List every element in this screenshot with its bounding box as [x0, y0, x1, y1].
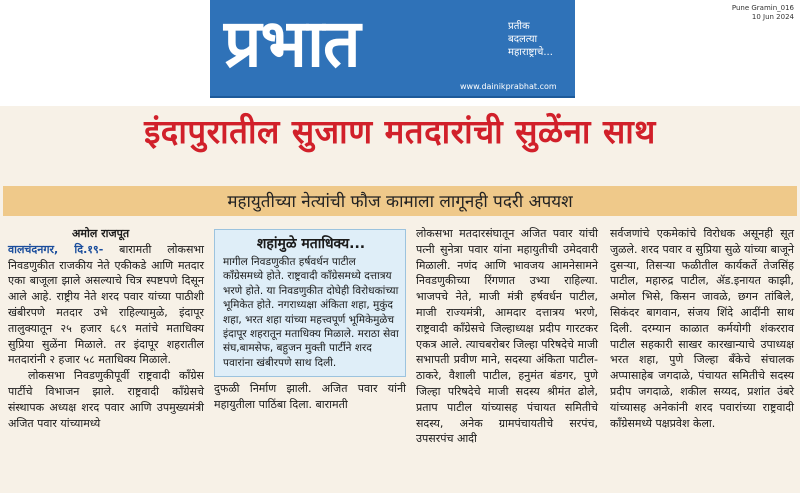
- sidebar-box-title: शहांमुळे मताधिक्य...: [256, 236, 366, 252]
- tagline-line: प्रतीक: [508, 21, 530, 32]
- dateline: वालचंदनगर, दि.१९-: [8, 242, 104, 256]
- masthead: [210, 0, 575, 98]
- paragraph: लोकसभा मतदारसंघातून अजित पवार यांची पत्नी सुनेत्रा पवार यांना महायुतीची उमेदवारी मिळाली. नणंद आणि भावजय आमनेसामने निवडणुकीच्या रिंगणात उभ्या राहिल्या. भाजपचे नेते, माजी मंत्री हर्षवर्धन पाटील, माजी राज्यमंत्री, आमदार दत्तात्रय भरणे, राष्ट्रवादी कॉंग्रेसचे जिल्हाध्यक्ष प्रदीप गारटकर एकत्र आले. त्याचबरोबर जिल्हा परिषदेचे माजी सभापती प्रवीण माने, सदस्या अंकिता पाटील-ठाकरे, वैशाली पाटील, हनुमंत बंडगर, पुणे जिल्हा परिषदेचे माजी सदस्य श्रीमंत ढोले, प्रताप पाटील यांच्यासह पंचायत समितीचे सदस्य, अनेक ग्रामपंचायतीचे सरपंच, उपसरपंच आदी: [416, 227, 598, 446]
- newspaper-url: www.dainikprabhat.com: [460, 82, 557, 91]
- paragraph: बारामती लोकसभा निवडणुकीत राजकीय नेते एकीकडे आणि मतदार एका बाजूला झाले असल्याचे चित्र स्पष्टपणे दिसून आले आहे. राष्ट्रीय नेते शरद पवार यांच्या पाठीशी खंबीरपणे मतदार उभे राहिल्यामुळे, इंदापूर तालुक्यातून २५ हजार ६८९ मतांचे मताधिक्य सुप्रिया सुळेंना मिळाले. तर इंदापूर शहरातील मतदारांनी २ हजार ५८ मताधिक्य मिळाले.: [8, 242, 204, 367]
- edition-date: 10 Jun 2024: [751, 13, 794, 21]
- edition-code: Pune Gramin_016: [731, 4, 794, 12]
- paragraph: लोकसभा निवडणुकीपूर्वी राष्ट्रवादी कॉंग्रेस पार्टीचे विभाजन झाले. राष्ट्रवादी कॉंग्रेसचे संस्थापक अध्यक्ष शरद पवार आणि उपमुख्यमंत्री अजित पवार यांच्यामध्ये: [8, 369, 204, 430]
- article-subheadline: महायुतीच्या नेत्यांची फौज कामाला लागूनही पदरी अपयश: [227, 192, 573, 212]
- author-byline: अमोल राजपूत: [72, 227, 130, 240]
- article-column-2: [214, 229, 406, 413]
- paragraph: सर्वजणांचे एकमेकांचे विरोधक असूनही सूत जुळले. शरद पवार व सुप्रिया सुळे यांच्या बाजूने दुसऱ्या, तिसऱ्या फळीतील कार्यकर्ते तेजसिंह पाटील, महारुद्र पाटील, ॲड.इनायत काझी, अमोल भिसे, किसन जावळे, छगन तांबिले, सिकंदर बागवान, संजय शिंदे आदींनी साथ दिली. दरम्यान काळात कर्मयोगी शंकरराव पाटील सहकारी साखर कारखान्याचे उपाध्यक्ष भरत शहा, पुणे जिल्हा बँकेचे संचालक अप्पासाहेब जगदाळे, पंचायत समितीचे सदस्य प्रदीप जगदाळे, शकील सय्यद, प्रशांत उंबरे यांच्यासह अनेकांनी शरद पवारांच्या राष्ट्रवादी कॉंग्रेसमध्ये पक्षप्रवेश केला.: [610, 227, 794, 430]
- sidebar-box: [214, 229, 406, 377]
- newspaper-tagline: [508, 20, 553, 59]
- article-column-1: [8, 226, 204, 431]
- sidebar-box-body: मागील निवडणुकीत हर्षवर्धन पाटील कॉंग्रेसमध्ये होते. राष्ट्रवादी कॉंग्रेसमध्ये दत्तात्रय भरणे होते. या निवडणुकीत दोघेही विरोधकांच्या भूमिकेत होते. नगराध्यक्षा अंकिता शहा, मुकुंद शहा, भरत शहा यांच्या महत्त्वपूर्ण भूमिकेमुळेच इंदापूर शहरातून मताधिक्य मिळाले. मराठा सेवा संघ,बामसेफ, बहुजन मुक्ती पार्टीने शरद पवारांना खंबीरपणे साथ दिली.: [223, 256, 399, 369]
- edition-info: [732, 4, 794, 22]
- article-headline: इंदापुरातील सुजाण मतदारांची सुळेंना साथ: [144, 112, 656, 151]
- paragraph: दुफळी निर्माण झाली. अजित पवार यांनी महायुतीला पाठिंबा दिला. बारामती: [214, 382, 406, 412]
- newspaper-title: प्रभात: [224, 4, 360, 82]
- tagline-line: बदलत्या: [508, 34, 538, 45]
- article-column-4: [610, 226, 794, 431]
- article-column-3: [416, 226, 598, 447]
- tagline-line: महाराष्ट्राचे...: [508, 47, 553, 58]
